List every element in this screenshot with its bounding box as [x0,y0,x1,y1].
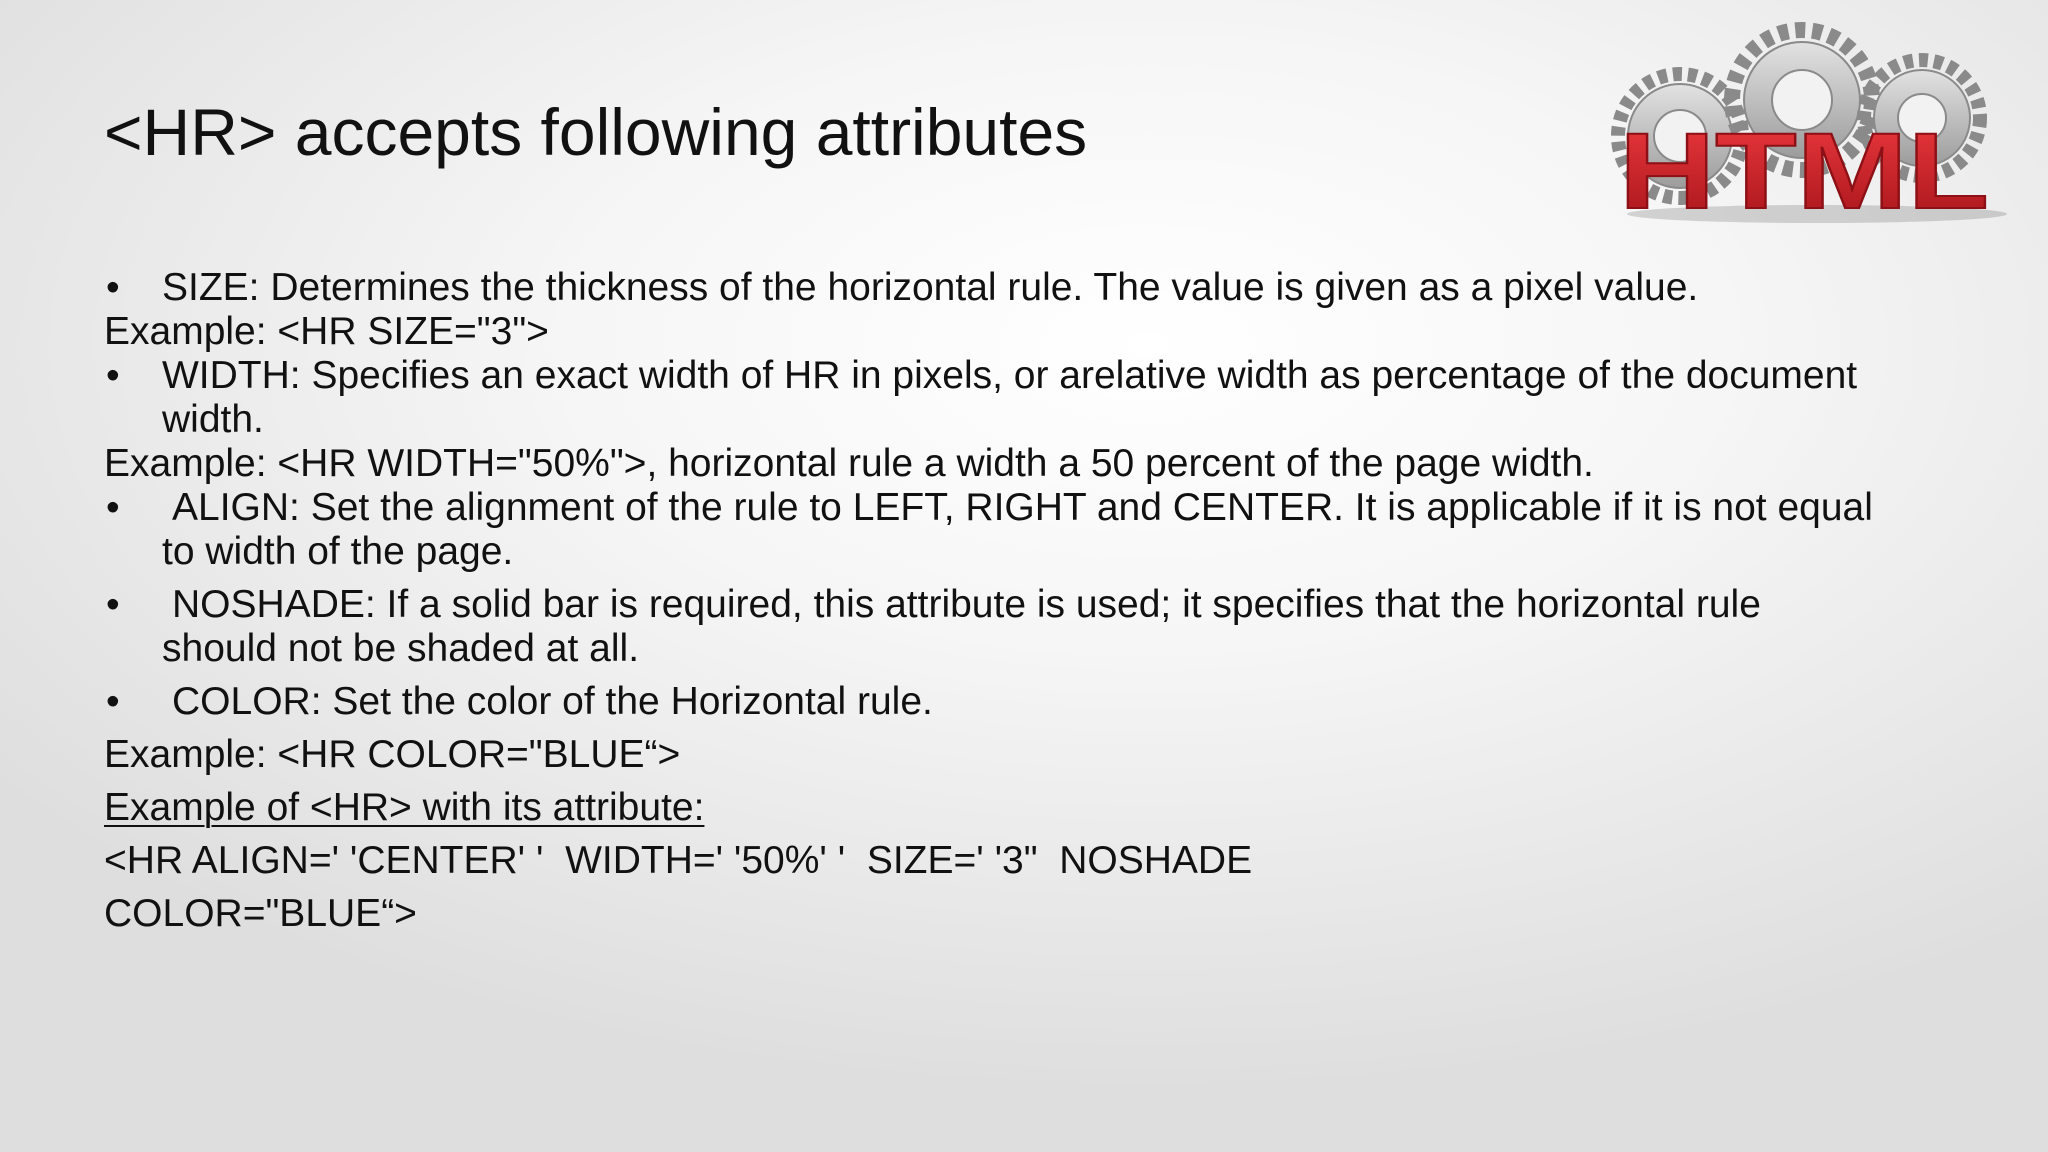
full-example-code-line2: COLOR="BLUE“> [104,892,417,935]
full-example-heading: Example of <HR> with its attribute: [104,786,705,829]
bullet-marker: • [106,583,120,626]
color-example: Example: <HR COLOR="BLUE“> [104,733,681,776]
align-attribute-text-line2: to width of the page. [162,530,514,573]
list-item [104,680,1984,724]
size-attribute-text: SIZE: Determines the thickness of the horizontal rule. The value is given as a pixel value. [162,266,1699,309]
full-example-code-line1: <HR ALIGN=' 'CENTER' ' WIDTH=' '50%' ' SIZE=' '3" NOSHADE [104,839,1253,882]
html-gears-logo [1592,18,2012,228]
width-attribute-text-line1: WIDTH: Specifies an exact width of HR in pixels, or arelative width as percentage of the document [162,354,1858,397]
list-item [104,266,1984,310]
color-attribute-text: COLOR: Set the color of the Horizontal rule. [172,680,933,723]
noshade-attribute-text-line1: NOSHADE: If a solid bar is required, this attribute is used; it specifies that the horizontal rule [172,583,1761,626]
bullet-marker: • [106,680,120,723]
slide-title: <HR> accepts following attributes [104,95,1088,169]
width-example: Example: <HR WIDTH="50%">, horizontal rule a width a 50 percent of the page width. [104,442,1594,485]
bullet-marker: • [106,354,120,397]
svg-text:HTML: HTML [1619,110,1989,228]
noshade-attribute-text-line2: should not be shaded at all. [162,627,640,670]
list-item [104,354,1984,442]
align-attribute-text-line1: ALIGN: Set the alignment of the rule to LEFT, RIGHT and CENTER. It is applicable if it is not equal [172,486,1873,529]
width-attribute-text-line2: width. [162,398,264,441]
bullet-marker: • [106,266,120,309]
list-item [104,583,1984,671]
slide-body [104,266,1984,936]
bullet-marker: • [106,486,120,529]
size-example: Example: <HR SIZE="3"> [104,310,549,353]
list-item [104,486,1984,574]
